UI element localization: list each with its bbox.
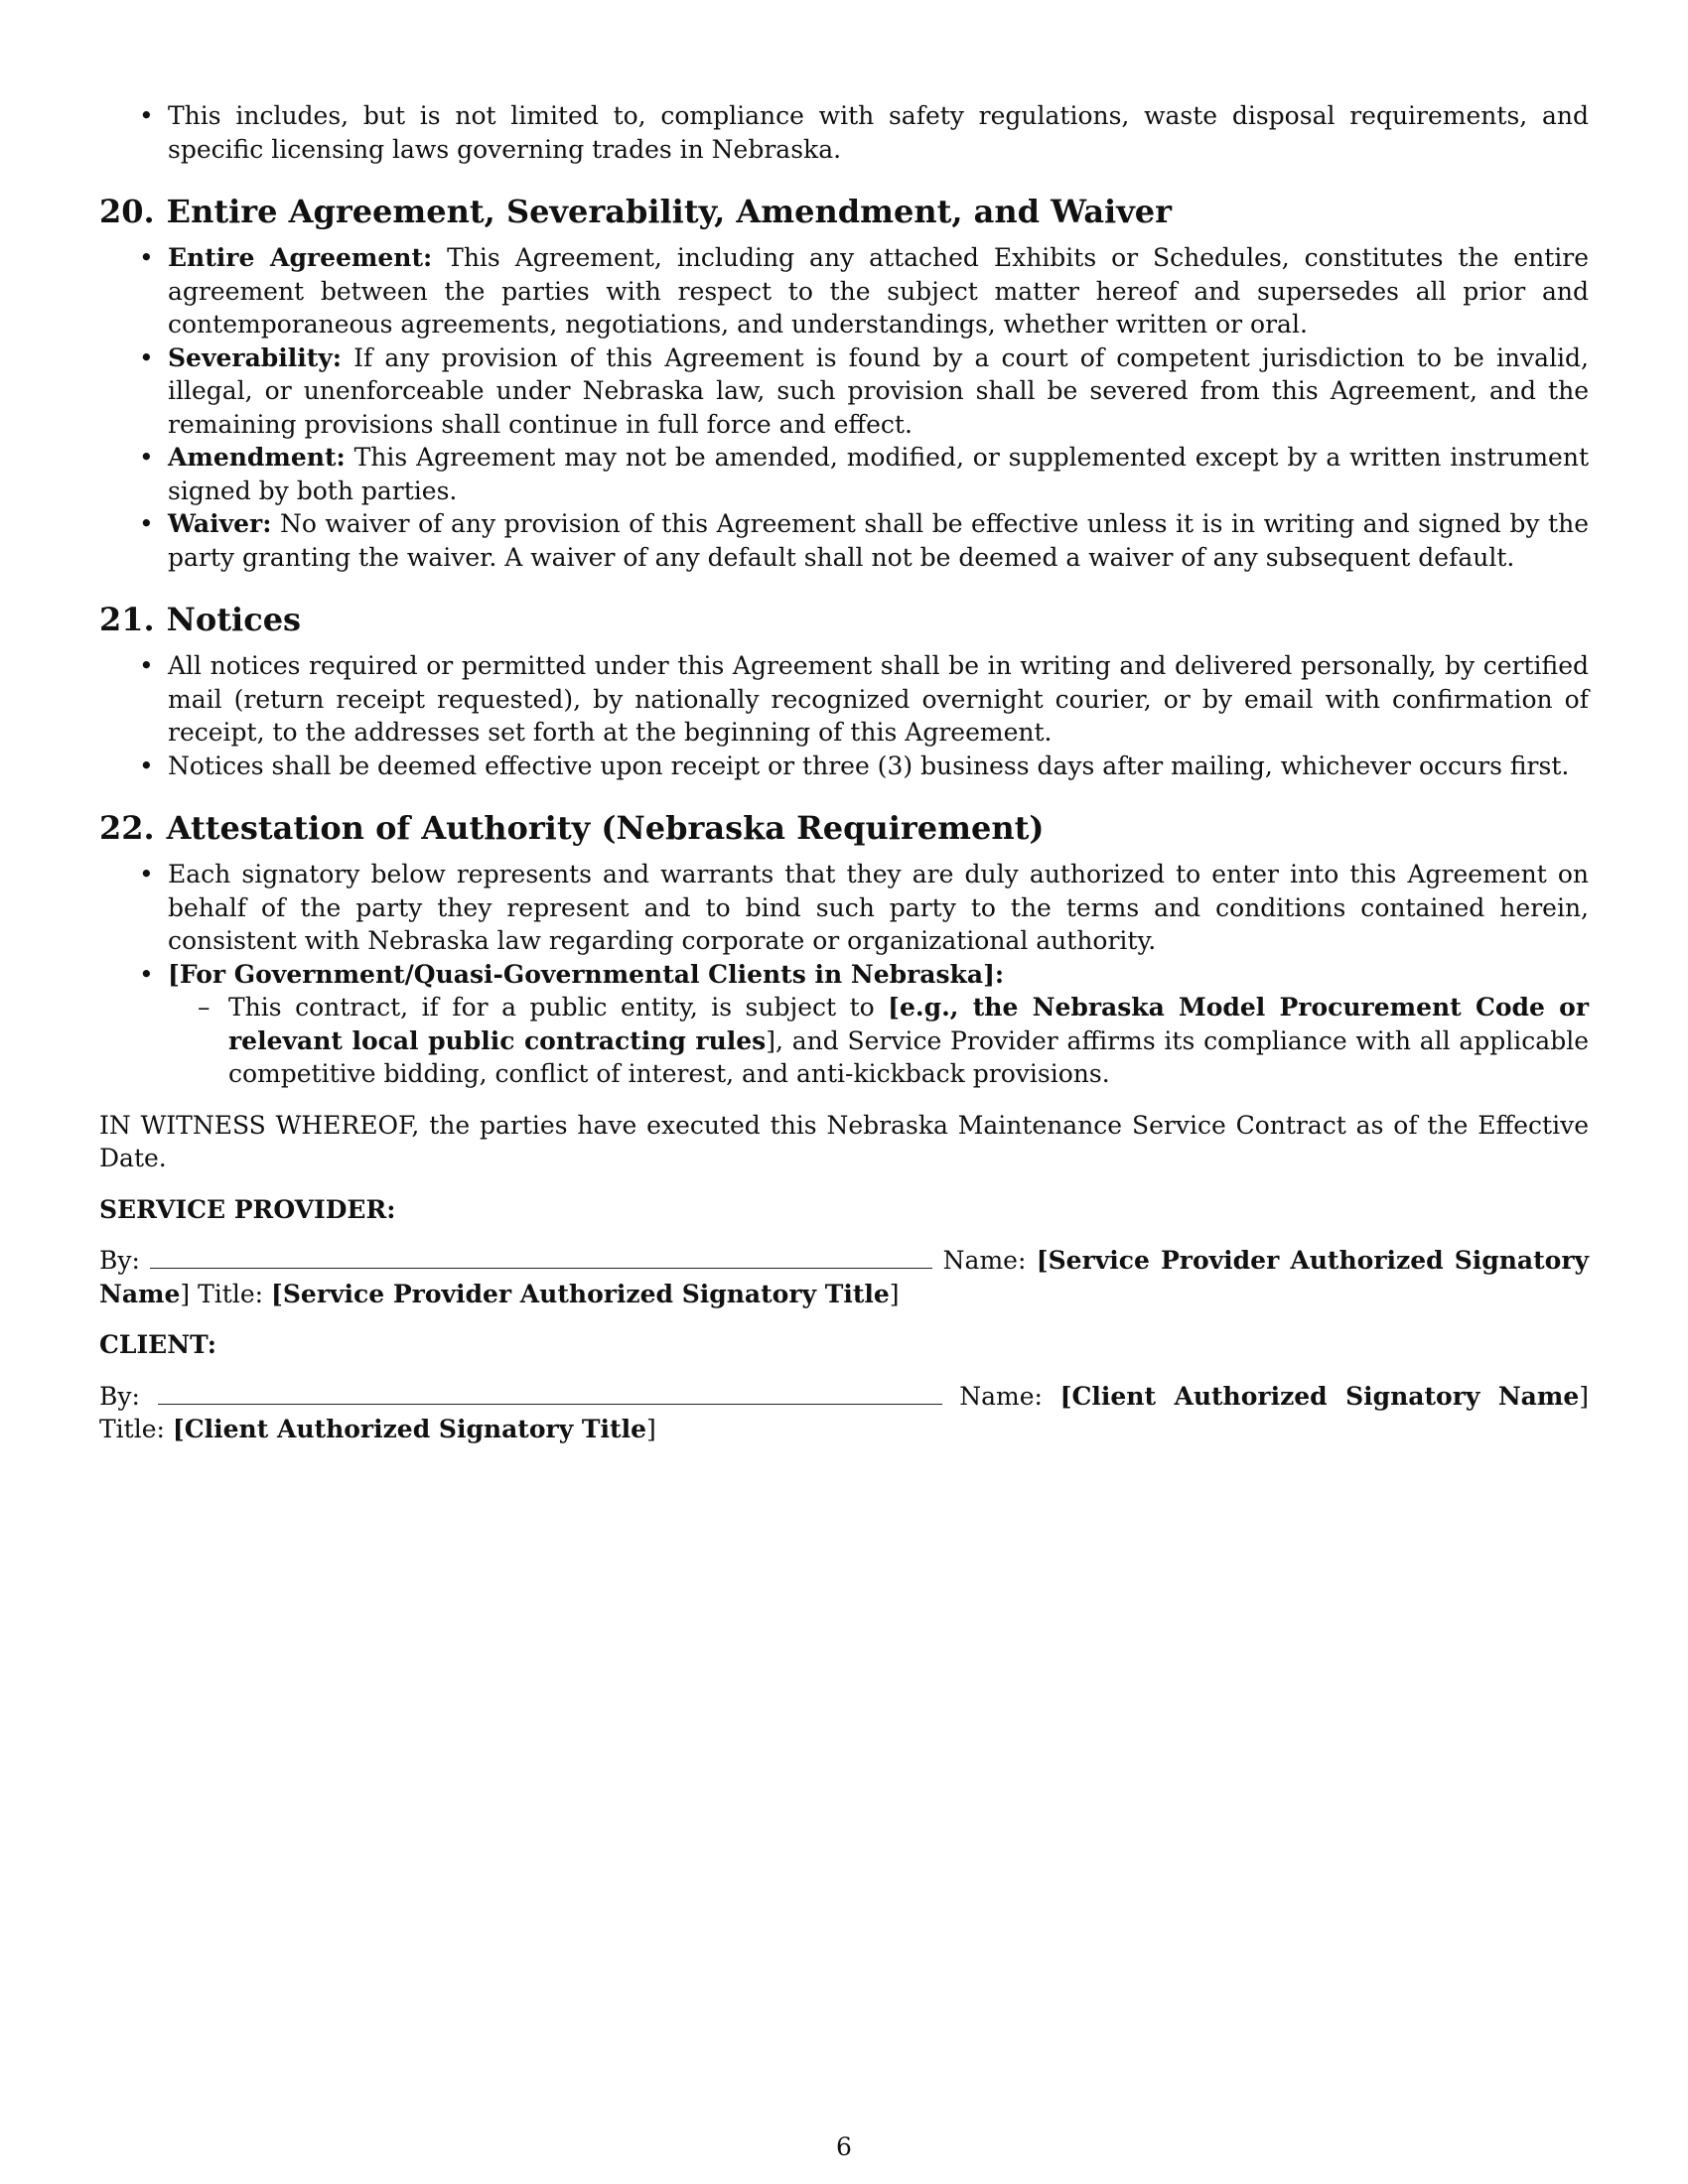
section-22-item-government: [99, 958, 1589, 1091]
term-label: Amendment:: [168, 443, 346, 472]
title-label: Title:: [198, 1279, 264, 1308]
section-21-item: [99, 750, 1589, 783]
service-provider-signature-block: By: Name: [Service Provider Authorized Signatory Name] Title: [Service Provider Authorized Signatory Title]: [99, 1246, 1590, 1308]
client-name-placeholder: Client Authorized Signatory Name: [1071, 1381, 1580, 1411]
section-20-title: Entire Agreement, Severability, Amendment, and Waiver: [166, 193, 1173, 230]
page-number: 6: [836, 2132, 852, 2161]
client-title-placeholder: Client Authorized Signatory Title: [184, 1415, 646, 1443]
name-label: Name:: [942, 1246, 1027, 1275]
section-22-title: Attestation of Authority (Nebraska Requirement): [166, 809, 1045, 847]
client-heading: [99, 1328, 1589, 1362]
section-20-item-waiver: [99, 507, 1589, 574]
section-20-list: [99, 241, 1589, 574]
section-22-heading: [99, 808, 1589, 848]
by-label: By:: [99, 1381, 140, 1411]
subitem-text-post: ], and Service Provider affirms its compliance with all applicable competitive bidding, conflict of interest, and anti-kickback provisions.: [228, 1025, 1589, 1088]
term-label: Severability:: [168, 342, 343, 372]
section-22-sublist: [168, 991, 1589, 1091]
document-page: [99, 99, 1589, 1446]
section-21-number: 21.: [99, 601, 155, 638]
bracket-close: ]:: [983, 959, 1005, 989]
service-provider-heading-text: SERVICE PROVIDER:: [99, 1194, 396, 1224]
title-label: Title:: [99, 1415, 165, 1443]
by-label: By:: [99, 1246, 140, 1275]
section-21-item-text: All notices required or permitted under this Agreement shall be in writing and delivered personally, by certified mail (return receipt requested), by nationally recognized overnight courier, or by email with confirmation of receipt, to the addresses set forth at the beginning of this Agreement.: [168, 651, 1589, 747]
name-label: Name:: [959, 1381, 1043, 1411]
intro-bullet: [99, 99, 1589, 166]
section-20-number: 20.: [99, 193, 155, 230]
section-20-item-severability: [99, 341, 1589, 442]
subitem-text-pre: This contract, if for a public entity, is subject to: [228, 993, 889, 1022]
term-label: Entire Agreement:: [168, 243, 433, 272]
client-signature-line[interactable]: [158, 1382, 942, 1405]
term-text: This Agreement, including any attached Exhibits or Schedules, constitutes the entire agreement between the parties with respect to the subject matter hereof and supersedes all prior and contemporaneous agreements, negotiations, and understandings, whether written or oral.: [168, 243, 1589, 339]
section-21-title: Notices: [166, 601, 302, 638]
term-text: This Agreement may not be amended, modified, or supplemented except by a written instrument signed by both parties.: [168, 443, 1589, 505]
section-21-list: [99, 649, 1589, 782]
intro-bullet-text: This includes, but is not limited to, compliance with safety regulations, waste disposal requirements, and specific licensing laws governing trades in Nebraska.: [168, 101, 1589, 164]
section-22-item-text: Each signatory below represents and warrants that they are duly authorized to enter into this Agreement on behalf of the party they represent and to bind such party to the terms and conditions contained herein, consistent with Nebraska law regarding corporate or organizational authority.: [168, 860, 1589, 955]
bracket-open: [: [168, 959, 180, 989]
section-22-subitem: [168, 991, 1589, 1091]
section-21-heading: [99, 600, 1589, 639]
term-label: Waiver:: [168, 509, 272, 538]
section-22-item-attestation: [99, 858, 1589, 958]
term-text: No waiver of any provision of this Agreement shall be effective unless it is in writing and signed by the party granting the waiver. A waiver of any default shall not be deemed a waiver of any subsequent default.: [168, 509, 1589, 572]
service-provider-name-placeholder: Service Provider Authorized Signatory Name: [99, 1246, 1590, 1308]
service-provider-title-placeholder: Service Provider Authorized Signatory Title: [282, 1279, 890, 1308]
bracket-open: [: [888, 993, 900, 1022]
service-provider-heading: [99, 1193, 1589, 1227]
section-20-item-amendment: [99, 441, 1589, 507]
section-20-item-entire-agreement: [99, 241, 1589, 341]
term-text: If any provision of this Agreement is found by a court of competent jurisdiction to be invalid, illegal, or unenforceable under Nebraska law, such provision shall be severed from this Agreement, and the remaining provisions shall continue in full force and effect.: [168, 342, 1590, 439]
section-21-item: [99, 649, 1589, 750]
procurement-code-placeholder: e.g., the Nebraska Model Procurement Code or relevant local public contracting rules: [228, 993, 1589, 1055]
service-provider-signature-line[interactable]: [150, 1246, 932, 1269]
section-22-number: 22.: [99, 809, 155, 847]
section-21-item-text: Notices shall be deemed effective upon receipt or three (3) business days after mailing, whichever occurs first.: [168, 751, 1570, 780]
witness-statement: IN WITNESS WHEREOF, the parties have executed this Nebraska Maintenance Service Contract as of the Effective Date.: [99, 1110, 1589, 1172]
client-heading-text: CLIENT:: [99, 1330, 217, 1359]
section-20-heading: [99, 192, 1589, 231]
government-clients-label: For Government/Quasi-Governmental Clients in Nebraska: [179, 959, 984, 989]
client-signature-block: By: Name: [Client Authorized Signatory Name] Title: [Client Authorized Signatory Title]: [99, 1381, 1590, 1443]
section-22-list: [99, 858, 1589, 1091]
intro-bullet-list: [99, 99, 1589, 166]
